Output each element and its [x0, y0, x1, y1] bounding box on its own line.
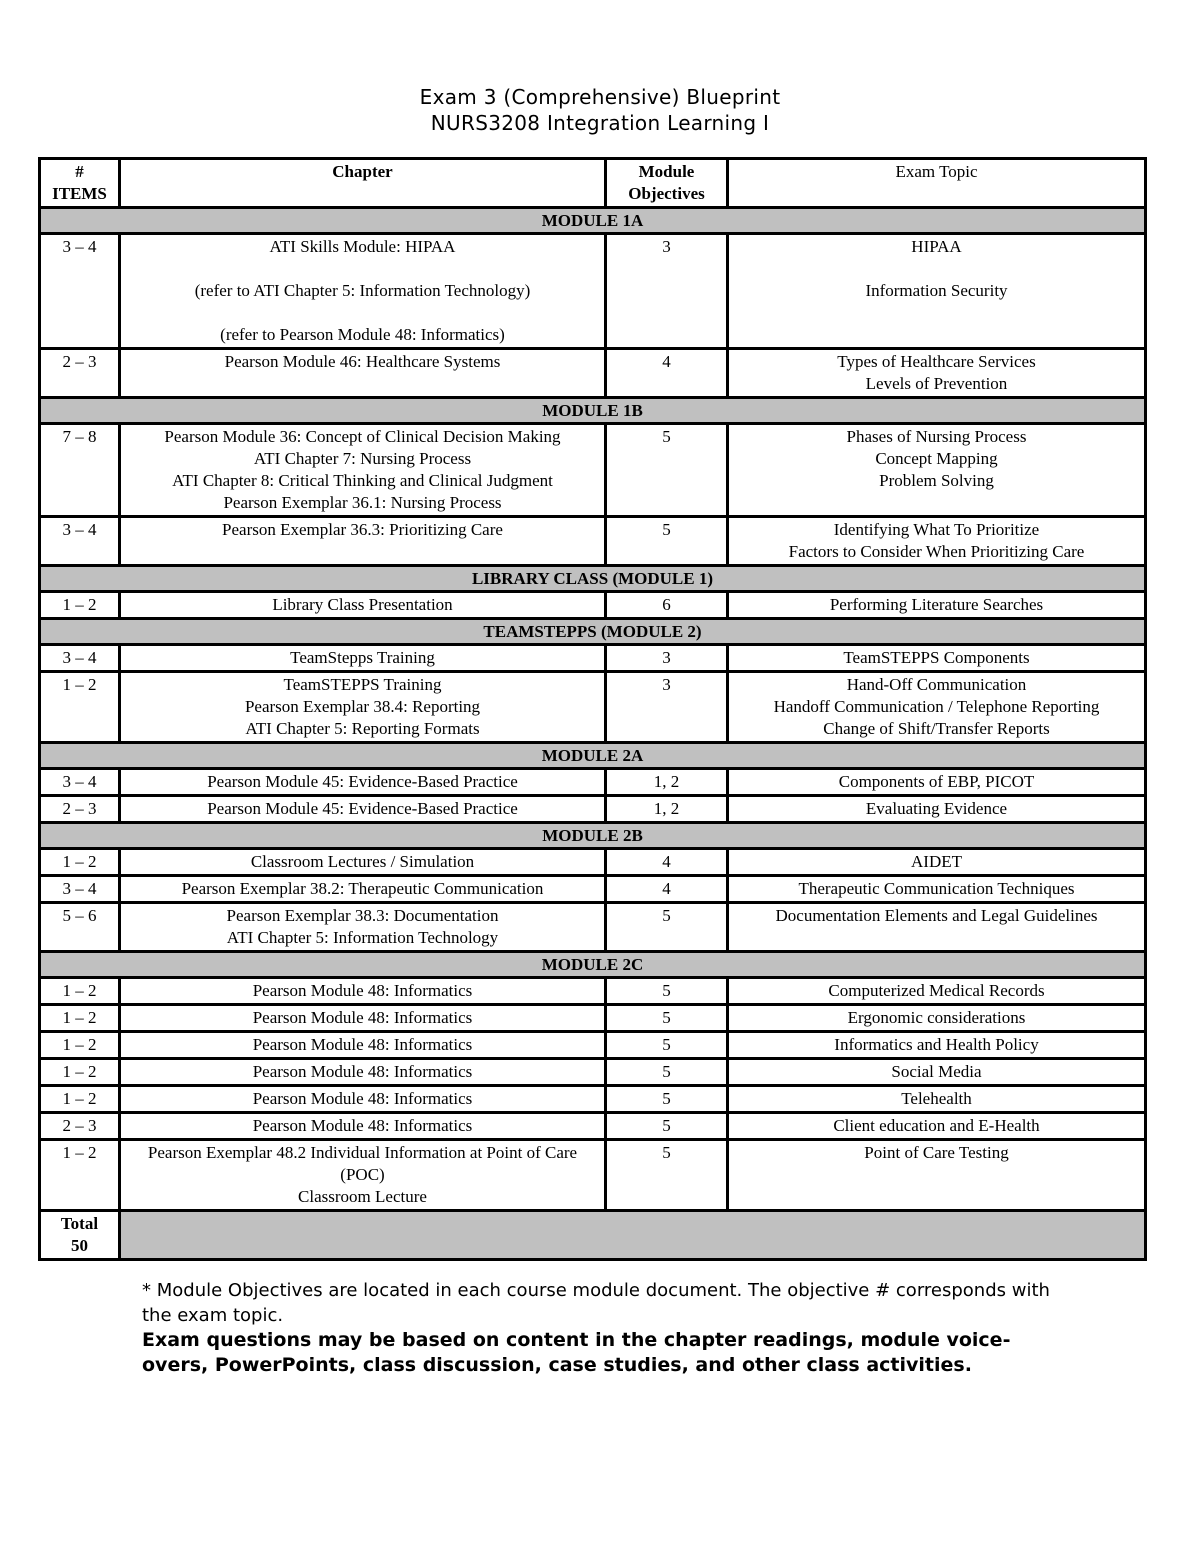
objectives-cell: 6	[606, 592, 728, 619]
chapter-line: Classroom Lecture	[298, 1187, 427, 1206]
header-objectives	[606, 159, 728, 208]
items-cell: 1 – 2	[40, 1005, 120, 1032]
table-row	[40, 234, 1146, 349]
items-cell: 3 – 4	[40, 876, 120, 903]
items-cell: 1 – 2	[40, 1059, 120, 1086]
total-row	[40, 1211, 1146, 1260]
topic-line: Handoff Communication / Telephone Reporting	[773, 697, 1100, 716]
topic-line: Telehealth	[901, 1089, 972, 1108]
total-label: Total	[60, 1214, 99, 1233]
objectives-cell: 1, 2	[606, 796, 728, 823]
chapter-cell	[120, 1113, 606, 1140]
table-row	[40, 1140, 1146, 1211]
table-row	[40, 645, 1146, 672]
table-row	[40, 1086, 1146, 1113]
items-cell: 1 – 2	[40, 1140, 120, 1211]
chapter-cell	[120, 903, 606, 952]
chapter-line: Pearson Module 46: Healthcare Systems	[224, 352, 501, 371]
header-objectives-line1: Module	[638, 162, 695, 181]
objectives-cell: 1, 2	[606, 769, 728, 796]
table-row	[40, 592, 1146, 619]
items-cell: 2 – 3	[40, 1113, 120, 1140]
objectives-cell: 5	[606, 424, 728, 517]
chapter-line: Pearson Module 45: Evidence-Based Practice	[207, 772, 518, 791]
section-label: MODULE 2C	[40, 952, 1146, 978]
topic-line: Documentation Elements and Legal Guidelines	[775, 906, 1098, 925]
table-row	[40, 1005, 1146, 1032]
table-row	[40, 796, 1146, 823]
section-row	[40, 952, 1146, 978]
chapter-cell	[120, 1059, 606, 1086]
section-row	[40, 208, 1146, 234]
chapter-line: Pearson Exemplar 38.3: Documentation	[226, 906, 499, 925]
section-label: MODULE 1A	[40, 208, 1146, 234]
topic-line: Hand-Off Communication	[846, 675, 1027, 694]
items-cell: 1 – 2	[40, 592, 120, 619]
items-cell: 3 – 4	[40, 517, 120, 566]
header-items-symbol: #	[75, 162, 84, 181]
table-row	[40, 672, 1146, 743]
topic-line: Components of EBP, PICOT	[838, 772, 1035, 791]
table-row	[40, 769, 1146, 796]
objectives-cell: 3	[606, 645, 728, 672]
objectives-cell: 4	[606, 876, 728, 903]
chapter-cell	[120, 517, 606, 566]
objectives-cell: 3	[606, 234, 728, 349]
chapter-line: Pearson Module 48: Informatics	[252, 1116, 473, 1135]
topic-line: Performing Literature Searches	[829, 595, 1044, 614]
chapter-line: Pearson Module 36: Concept of Clinical Decision Making	[164, 427, 561, 446]
total-fill	[120, 1211, 1146, 1260]
header-row	[40, 159, 1146, 208]
topic-line: Identifying What To Prioritize	[833, 520, 1040, 539]
topic-cell	[728, 1113, 1146, 1140]
document-subtitle: NURS3208 Integration Learning I	[430, 111, 770, 135]
topic-cell	[728, 424, 1146, 517]
topic-cell	[728, 234, 1146, 349]
topic-line: Factors to Consider When Prioritizing Care	[788, 542, 1085, 561]
topic-line: Concept Mapping	[875, 449, 998, 468]
section-label: MODULE 2A	[40, 743, 1146, 769]
blueprint-table	[38, 157, 1147, 1261]
total-cell	[40, 1211, 120, 1260]
items-cell: 1 – 2	[40, 672, 120, 743]
chapter-line: Pearson Exemplar 36.3: Prioritizing Care	[222, 520, 503, 539]
section-row	[40, 619, 1146, 645]
chapter-line: Pearson Exemplar 38.2: Therapeutic Communication	[181, 879, 544, 898]
topic-line: Therapeutic Communication Techniques	[798, 879, 1075, 898]
chapter-line: Pearson Module 48: Informatics	[252, 1089, 473, 1108]
topic-line: AIDET	[911, 852, 962, 871]
header-objectives-line2: Objectives	[628, 184, 705, 203]
table-row	[40, 424, 1146, 517]
chapter-line: ATI Skills Module: HIPAA	[269, 237, 456, 256]
chapter-line: Library Class Presentation	[272, 595, 453, 614]
topic-line: Phases of Nursing Process	[846, 427, 1027, 446]
chapter-cell	[120, 1005, 606, 1032]
topic-line: HIPAA	[911, 237, 962, 256]
exam-content-note: Exam questions may be based on content in the chapter readings, module voice-overs, PowerPoints, class discussion, case studies, and other class activities.	[142, 1329, 1011, 1376]
items-cell: 2 – 3	[40, 796, 120, 823]
topic-cell	[728, 672, 1146, 743]
table-row	[40, 1059, 1146, 1086]
topic-cell	[728, 903, 1146, 952]
section-label: TEAMSTEPPS (MODULE 2)	[40, 619, 1146, 645]
items-cell: 2 – 3	[40, 349, 120, 398]
chapter-line: TeamStepps Training	[290, 648, 435, 667]
topic-line: Evaluating Evidence	[865, 799, 1008, 818]
topic-line: Social Media	[891, 1062, 982, 1081]
topic-cell	[728, 517, 1146, 566]
chapter-line: ATI Chapter 5: Reporting Formats	[245, 719, 480, 738]
objectives-cell: 5	[606, 1005, 728, 1032]
topic-line: Ergonomic considerations	[847, 1008, 1026, 1027]
chapter-line: Pearson Module 48: Informatics	[252, 1062, 473, 1081]
chapter-cell	[120, 424, 606, 517]
topic-cell	[728, 1086, 1146, 1113]
topic-cell	[728, 978, 1146, 1005]
section-row	[40, 566, 1146, 592]
chapter-line: TeamSTEPPS Training	[283, 675, 442, 694]
chapter-cell	[120, 645, 606, 672]
chapter-line: Pearson Module 48: Informatics	[252, 1008, 473, 1027]
topic-cell	[728, 796, 1146, 823]
chapter-cell	[120, 876, 606, 903]
footnotes	[142, 1278, 1062, 1378]
section-row	[40, 743, 1146, 769]
items-cell: 3 – 4	[40, 769, 120, 796]
objectives-cell: 5	[606, 1113, 728, 1140]
table-row	[40, 903, 1146, 952]
section-label: MODULE 1B	[40, 398, 1146, 424]
chapter-line: ATI Chapter 7: Nursing Process	[253, 449, 472, 468]
topic-line: Computerized Medical Records	[828, 981, 1045, 1000]
topic-line: Point of Care Testing	[864, 1143, 1009, 1162]
topic-line: Informatics and Health Policy	[834, 1035, 1039, 1054]
chapter-line: ATI Chapter 8: Critical Thinking and Clinical Judgment	[172, 471, 553, 490]
chapter-line: Pearson Exemplar 38.4: Reporting	[244, 697, 481, 716]
objectives-cell: 5	[606, 1086, 728, 1113]
objectives-cell: 3	[606, 672, 728, 743]
topic-cell	[728, 349, 1146, 398]
chapter-line: ATI Chapter 5: Information Technology	[226, 928, 499, 947]
objectives-cell: 5	[606, 1059, 728, 1086]
chapter-cell	[120, 796, 606, 823]
chapter-cell	[120, 349, 606, 398]
topic-line: TeamSTEPPS Components	[843, 648, 1030, 667]
topic-line: Change of Shift/Transfer Reports	[823, 719, 1050, 738]
topic-cell	[728, 769, 1146, 796]
section-label: MODULE 2B	[40, 823, 1146, 849]
section-label: LIBRARY CLASS (MODULE 1)	[40, 566, 1146, 592]
header-items	[40, 159, 120, 208]
table-row	[40, 517, 1146, 566]
topic-line: Information Security	[865, 281, 1008, 300]
chapter-line: (refer to Pearson Module 48: Informatics)	[220, 325, 505, 344]
topic-cell	[728, 1032, 1146, 1059]
chapter-line: Pearson Module 48: Informatics	[252, 1035, 473, 1054]
chapter-cell	[120, 1086, 606, 1113]
topic-cell	[728, 592, 1146, 619]
chapter-cell	[120, 978, 606, 1005]
items-cell: 5 – 6	[40, 903, 120, 952]
topic-line: Types of Healthcare Services	[837, 352, 1036, 371]
section-row	[40, 823, 1146, 849]
chapter-line: Pearson Module 48: Informatics	[252, 981, 473, 1000]
topic-cell	[728, 1140, 1146, 1211]
total-value: 50	[71, 1236, 88, 1255]
items-cell: 7 – 8	[40, 424, 120, 517]
chapter-line: (refer to ATI Chapter 5: Information Technology)	[194, 281, 531, 300]
objectives-note: * Module Objectives are located in each course module document. The objective # corresponds with the exam topic.	[142, 1280, 1050, 1326]
chapter-line: Pearson Exemplar 36.1: Nursing Process	[223, 493, 502, 512]
chapter-cell	[120, 234, 606, 349]
header-items-label: ITEMS	[52, 184, 107, 203]
items-cell: 3 – 4	[40, 645, 120, 672]
chapter-cell	[120, 769, 606, 796]
section-row	[40, 398, 1146, 424]
chapter-cell	[120, 672, 606, 743]
table-row	[40, 876, 1146, 903]
items-cell: 1 – 2	[40, 978, 120, 1005]
objectives-cell: 4	[606, 849, 728, 876]
chapter-cell	[120, 1032, 606, 1059]
table-row	[40, 1032, 1146, 1059]
chapter-cell	[120, 849, 606, 876]
topic-line: Levels of Prevention	[865, 374, 1008, 393]
items-cell: 1 – 2	[40, 1032, 120, 1059]
topic-line: Problem Solving	[879, 471, 994, 490]
objectives-cell: 4	[606, 349, 728, 398]
items-cell: 1 – 2	[40, 849, 120, 876]
header-chapter: Chapter	[120, 159, 606, 208]
header-topic: Exam Topic	[728, 159, 1146, 208]
topic-cell	[728, 645, 1146, 672]
chapter-cell	[120, 1140, 606, 1211]
chapter-line: Pearson Module 45: Evidence-Based Practice	[207, 799, 518, 818]
objectives-cell: 5	[606, 978, 728, 1005]
document-title: Exam 3 (Comprehensive) Blueprint	[419, 85, 781, 109]
items-cell: 3 – 4	[40, 234, 120, 349]
chapter-cell	[120, 592, 606, 619]
table-row	[40, 849, 1146, 876]
table-row	[40, 1113, 1146, 1140]
chapter-line: Pearson Exemplar 48.2 Individual Information at Point of Care (POC)	[147, 1143, 578, 1184]
table-row	[40, 349, 1146, 398]
objectives-cell: 5	[606, 517, 728, 566]
topic-cell	[728, 876, 1146, 903]
topic-line: Client education and E-Health	[833, 1116, 1040, 1135]
topic-cell	[728, 1059, 1146, 1086]
topic-cell	[728, 849, 1146, 876]
objectives-cell: 5	[606, 903, 728, 952]
topic-cell	[728, 1005, 1146, 1032]
table-row	[40, 978, 1146, 1005]
items-cell: 1 – 2	[40, 1086, 120, 1113]
objectives-cell: 5	[606, 1140, 728, 1211]
chapter-line: Classroom Lectures / Simulation	[250, 852, 475, 871]
objectives-cell: 5	[606, 1032, 728, 1059]
